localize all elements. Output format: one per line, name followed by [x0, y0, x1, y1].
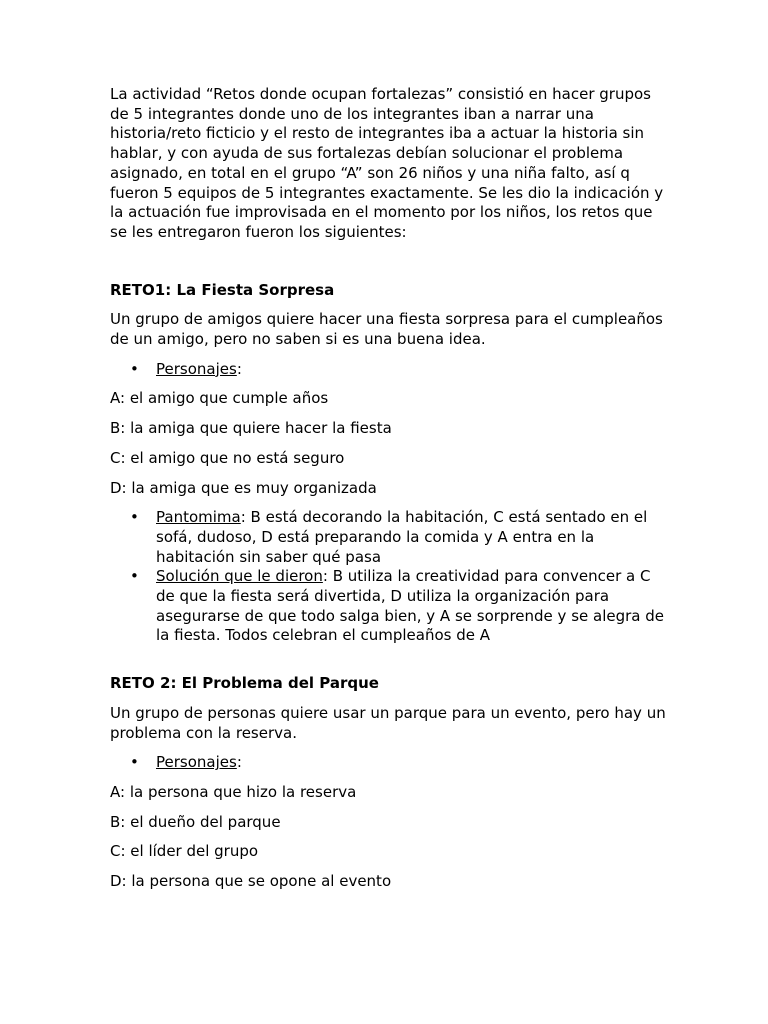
list-item — [110, 567, 670, 646]
reto2-title: RETO 2: El Problema del Parque — [110, 674, 379, 693]
bullet-icon: • — [130, 508, 139, 527]
reto1-personajes-list — [110, 360, 670, 380]
document-body — [110, 85, 670, 902]
solucion-label: Solución que le dieron — [156, 567, 323, 586]
reto1-description: Un grupo de amigos quiere hacer una fiesta sorpresa para el cumpleaños de un amigo, pero no saben si es una buena idea. — [110, 310, 663, 349]
reto2-section — [110, 674, 670, 892]
bullet-icon: • — [130, 359, 139, 378]
character-line: A: la persona que hizo la reserva — [110, 782, 357, 801]
reto1-section — [110, 281, 670, 647]
intro-paragraph: La actividad “Retos donde ocupan fortalezas” consistió en hacer grupos de 5 integrantes donde uno de los integrantes iban a narrar una historia/reto ficticio y el resto de integrantes iba a actuar la historia sin hablar, y con ayuda de sus fortalezas debían solucionar el problema asignado, en total en el grupo “A” son 26 niños y una niña falto, así q fueron 5 equipos de 5 integrantes exactamente. Se les dio la indicación y la actuación fue improvisada en el momento por los niños, los retos que se les entregaron fueron los siguientes: — [110, 85, 664, 241]
character-line: B: la amiga que quiere hacer la fiesta — [110, 419, 392, 438]
list-item — [110, 508, 670, 567]
reto1-title: RETO1: La Fiesta Sorpresa — [110, 280, 335, 299]
personajes-label: Personajes — [156, 753, 237, 772]
character-line: C: el líder del grupo — [110, 842, 259, 861]
character-line: A: el amigo que cumple años — [110, 389, 329, 408]
personajes-label: Personajes — [156, 359, 237, 378]
character-line: D: la persona que se opone al evento — [110, 872, 392, 891]
character-line: D: la amiga que es muy organizada — [110, 478, 377, 497]
pantomima-label: Pantomima — [156, 508, 241, 527]
reto2-personajes-list — [110, 753, 670, 773]
character-line: B: el dueño del parque — [110, 812, 281, 831]
bullet-icon: • — [130, 567, 139, 586]
list-item — [110, 360, 670, 380]
reto1-details-list — [110, 508, 670, 646]
reto2-description: Un grupo de personas quiere usar un parque para un evento, pero hay un problema con la reserva. — [110, 703, 666, 742]
list-item — [110, 753, 670, 773]
character-line: C: el amigo que no está seguro — [110, 448, 345, 467]
personajes-colon: : — [236, 359, 242, 378]
solucion-text: : B utiliza la creatividad para convencer a C de que la fiesta será divertida, D utiliza la organización para asegurarse de que todo salga bien, y A se sorprende y se alegra de la fiesta. Todos celebran el cumpleaños de A — [156, 567, 664, 645]
bullet-icon: • — [130, 753, 139, 772]
pantomima-text: : B está decorando la habitación, C está sentado en el sofá, dudoso, D está preparando la comida y A entra en la habitación sin saber qué pasa — [156, 508, 648, 566]
personajes-colon: : — [236, 753, 242, 772]
